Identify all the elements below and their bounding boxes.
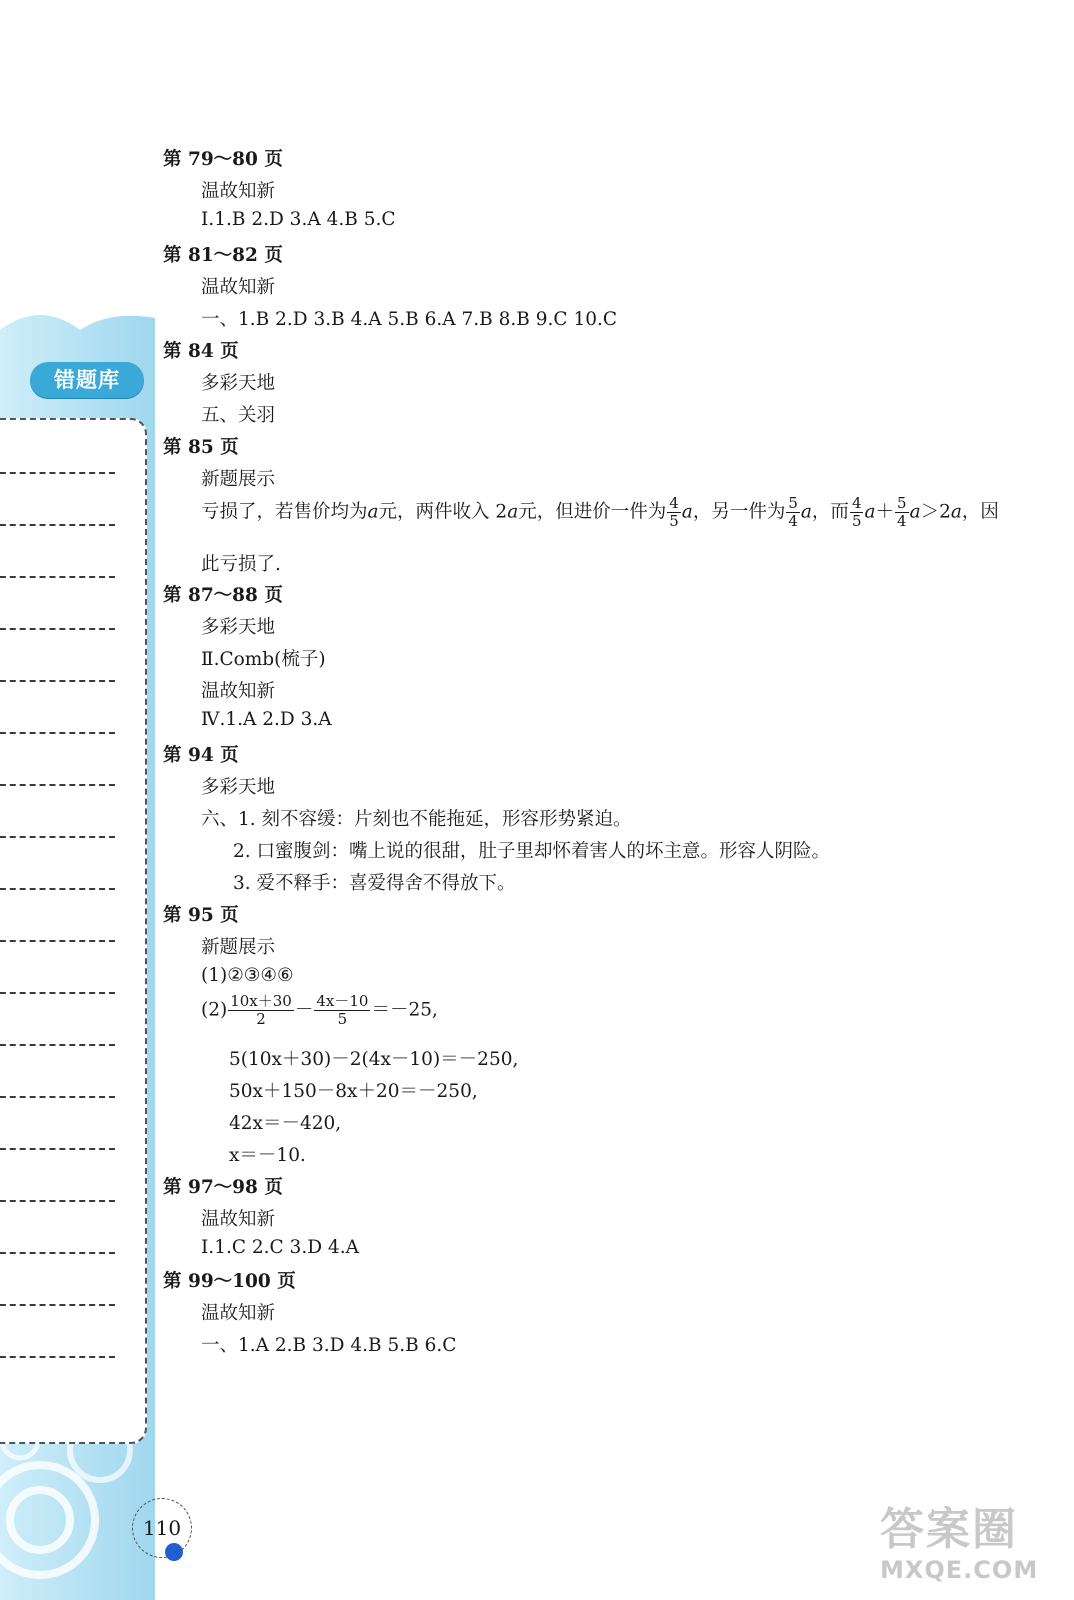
page-number: 110: [132, 1498, 192, 1558]
note-line: [0, 1096, 115, 1098]
section-header: 第 99～100 页: [163, 1271, 296, 1292]
note-line: [0, 628, 115, 630]
answer-line: Ⅱ.Comb(梳子): [201, 649, 326, 670]
fraction: $\frac{4x-10}{5}$: [316, 992, 369, 1028]
equation-step: 5(10x＋30)－2(4x－10)＝－250,: [229, 1049, 519, 1070]
subheading: 温故知新: [201, 277, 276, 298]
section-header: 第 94 页: [163, 745, 239, 766]
answer-line: 五、关羽: [201, 405, 276, 426]
note-line: [0, 472, 115, 474]
note-line: [0, 680, 115, 682]
section-header: 第 85 页: [163, 437, 239, 458]
note-line: [0, 1304, 115, 1306]
sidebar-decoration: [0, 0, 160, 1600]
equation-step: x＝－10.: [229, 1145, 306, 1166]
subheading: 新题展示: [201, 469, 276, 490]
note-line: [0, 784, 115, 786]
note-line: [0, 1044, 115, 1046]
answer-line: 一、1.A 2.B 3.D 4.B 5.B 6.C: [201, 1335, 457, 1356]
section-header: 第 84 页: [163, 341, 239, 362]
fraction: $\frac{4}{5}$: [851, 494, 862, 530]
watermark-title: 答案圈: [880, 1504, 1018, 1555]
equation-line: (2) $\frac{10x+30}{2}$ － $\frac{4x-10}{5}$ ＝－25,: [201, 992, 438, 1028]
answer-line: Ⅰ.1.B 2.D 3.A 4.B 5.C: [201, 209, 396, 230]
equation-step: 50x＋150－8x＋20＝－250,: [229, 1081, 478, 1102]
note-line: [0, 940, 115, 942]
section-header: 第 87～88 页: [163, 585, 283, 606]
page-dot-decoration: [165, 1543, 183, 1561]
answer-paragraph: 亏损了，若售价均为a元，两件收入 2a元，但进价一件为 $\frac{4}{5}$ a，另一件为 $\frac{5}{4}$ a，而 $\frac{4}{5}$ a＋ $\frac{5}{4}$ a＞2a，因: [201, 494, 999, 530]
note-line: [0, 1148, 115, 1150]
subheading: 多彩天地: [201, 617, 276, 638]
subheading: 多彩天地: [201, 777, 276, 798]
note-line: [0, 732, 115, 734]
section-header: 第 81～82 页: [163, 245, 283, 266]
subheading: 新题展示: [201, 937, 276, 958]
answer-line: 一、1.B 2.D 3.B 4.A 5.B 6.A 7.B 8.B 9.C 10.C: [201, 309, 618, 330]
answer-line: Ⅰ.1.C 2.C 3.D 4.A: [201, 1237, 359, 1258]
fraction: $\frac{5}{4}$: [897, 494, 907, 530]
fraction: $\frac{10x+30}{2}$: [230, 992, 292, 1028]
fraction: $\frac{4}{5}$: [669, 494, 679, 530]
fraction: $\frac{5}{4}$: [788, 494, 798, 530]
subheading: 温故知新: [201, 681, 276, 702]
note-line: [0, 992, 115, 994]
watermark-logo: [880, 1505, 1060, 1595]
note-line: [0, 524, 115, 526]
subheading: 温故知新: [201, 1303, 276, 1324]
section-header: 第 97～98 页: [163, 1177, 283, 1198]
subheading: 多彩天地: [201, 373, 276, 394]
subheading: 温故知新: [201, 1209, 276, 1230]
answer-line: 3. 爱不释手：喜爱得舍不得放下。: [233, 873, 516, 894]
subheading: 温故知新: [201, 181, 276, 202]
watermark-url: MXQE.COM: [880, 1556, 1039, 1584]
error-bank-tag: 错题库: [30, 362, 144, 398]
answer-line: 2. 口蜜腹剑：嘴上说的很甜，肚子里却怀着害人的坏主意。形容人阴险。: [233, 841, 831, 862]
note-line: [0, 1200, 115, 1202]
section-header: 第 95 页: [163, 905, 239, 926]
answer-line: Ⅳ.1.A 2.D 3.A: [201, 709, 332, 730]
answer-line: 此亏损了.: [201, 554, 281, 575]
note-line: [0, 888, 115, 890]
section-header: 第 79～80 页: [163, 149, 283, 170]
note-line: [0, 576, 115, 578]
note-line: [0, 836, 115, 838]
notes-box: [0, 418, 147, 1444]
answer-line: (1)②③④⑥: [201, 965, 294, 986]
note-line: [0, 1356, 115, 1358]
answer-line: 六、1. 刻不容缓：片刻也不能拖延，形容形势紧迫。: [201, 809, 632, 830]
equation-step: 42x＝－420,: [229, 1113, 342, 1134]
note-line: [0, 1252, 115, 1254]
